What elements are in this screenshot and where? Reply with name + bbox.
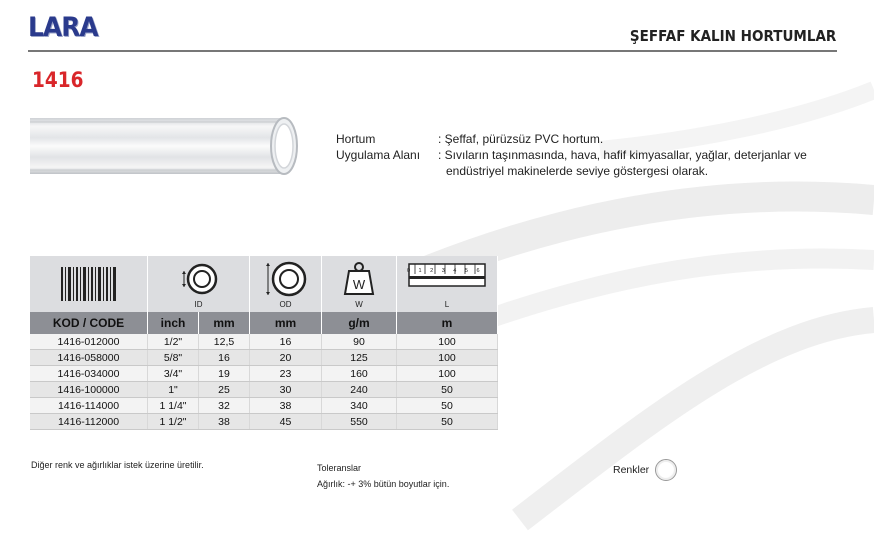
table-row (30, 334, 498, 350)
cell-weight: 90 (322, 334, 397, 350)
barcode-icon (59, 265, 119, 303)
cell-id: 25 (199, 382, 250, 398)
page-title: ŞEFFAF KALIN HORTUMLAR (629, 27, 836, 45)
tolerance-text: Ağırlık: -+ 3% bütün boyutlar için. (317, 479, 450, 489)
application-label: Uygulama Alanı (336, 148, 421, 162)
length-icon-cell (397, 256, 498, 312)
cell-id: 12,5 (199, 334, 250, 350)
product-description (336, 131, 838, 179)
product-code: 1416 (32, 68, 84, 92)
cell-weight: 160 (322, 366, 397, 382)
cell-od: 16 (250, 334, 322, 350)
cell-inch: 1/2" (148, 334, 199, 350)
cell-code: 1416-012000 (30, 334, 148, 350)
barcode-cell (30, 256, 148, 312)
cell-code: 1416-114000 (30, 398, 148, 414)
id-caption: ID (194, 300, 203, 309)
application-value: : Sıvıların taşınmasında, hava, hafif kimyasallar, yağlar, deterjanlar ve (438, 148, 807, 162)
ruler-ticks: 0 1 2 3 4 5 6 (407, 268, 484, 274)
cell-weight: 125 (322, 350, 397, 366)
w-caption: W (355, 300, 363, 309)
cell-length: 100 (397, 350, 498, 366)
cell-id: 16 (199, 350, 250, 366)
cell-id: 19 (199, 366, 250, 382)
table-row (30, 414, 498, 430)
outer-diameter-icon (261, 260, 311, 298)
table-row (30, 382, 498, 398)
col-code: KOD / CODE (30, 312, 148, 334)
cell-length: 50 (397, 382, 498, 398)
footnote: Diğer renk ve ağırlıklar istek üzerine üretilir. (31, 460, 204, 470)
cell-inch: 1 1/2" (148, 414, 199, 430)
colors-label: Renkler (613, 464, 650, 476)
weight-icon-cell (322, 256, 397, 312)
cell-inch: 5/8" (148, 350, 199, 366)
weight-icon (341, 261, 377, 297)
cell-length: 50 (397, 398, 498, 414)
col-od-mm: mm (250, 312, 322, 334)
cell-code: 1416-034000 (30, 366, 148, 382)
cell-code: 1416-058000 (30, 350, 148, 366)
table-row (30, 398, 498, 414)
tolerances (317, 460, 449, 492)
cell-weight: 340 (322, 398, 397, 414)
tolerance-title: Toleranslar (317, 463, 362, 473)
cell-inch: 1" (148, 382, 199, 398)
od-caption: OD (279, 300, 292, 309)
cell-inch: 1 1/4" (148, 398, 199, 414)
cell-inch: 3/4" (148, 366, 199, 382)
table-header (30, 312, 498, 334)
col-inch: inch (148, 312, 199, 334)
header-divider (28, 50, 837, 52)
cell-id: 38 (199, 414, 250, 430)
cell-od: 20 (250, 350, 322, 366)
col-weight: g/m (322, 312, 397, 334)
cell-id: 32 (199, 398, 250, 414)
cell-length: 100 (397, 334, 498, 350)
hose-value: : Şeffaf, pürüzsüz PVC hortum. (438, 132, 604, 146)
cell-weight: 550 (322, 414, 397, 430)
table-row (30, 366, 498, 382)
weight-letter: W (352, 277, 366, 292)
spec-table (30, 256, 498, 430)
cell-weight: 240 (322, 382, 397, 398)
cell-od: 30 (250, 382, 322, 398)
col-id-mm: mm (199, 312, 250, 334)
brand-logo: LARA (28, 12, 98, 43)
l-caption: L (444, 300, 450, 309)
cell-od: 38 (250, 398, 322, 414)
cell-length: 50 (397, 414, 498, 430)
cell-od: 23 (250, 366, 322, 382)
cell-code: 1416-100000 (30, 382, 148, 398)
hose-label: Hortum (336, 132, 376, 146)
table-row (30, 350, 498, 366)
inner-diameter-icon (174, 262, 224, 296)
hose-image (28, 112, 308, 182)
ruler-icon (407, 262, 487, 292)
id-icon-cell (148, 256, 250, 312)
od-icon-cell (250, 256, 322, 312)
application-value-cont: endüstriyel makinelerde seviye göstergesi olarak. (446, 164, 709, 178)
cell-code: 1416-112000 (30, 414, 148, 430)
colors-section (613, 459, 677, 481)
col-length: m (397, 312, 498, 334)
transparent-color-swatch (655, 459, 677, 481)
cell-od: 45 (250, 414, 322, 430)
cell-length: 100 (397, 366, 498, 382)
